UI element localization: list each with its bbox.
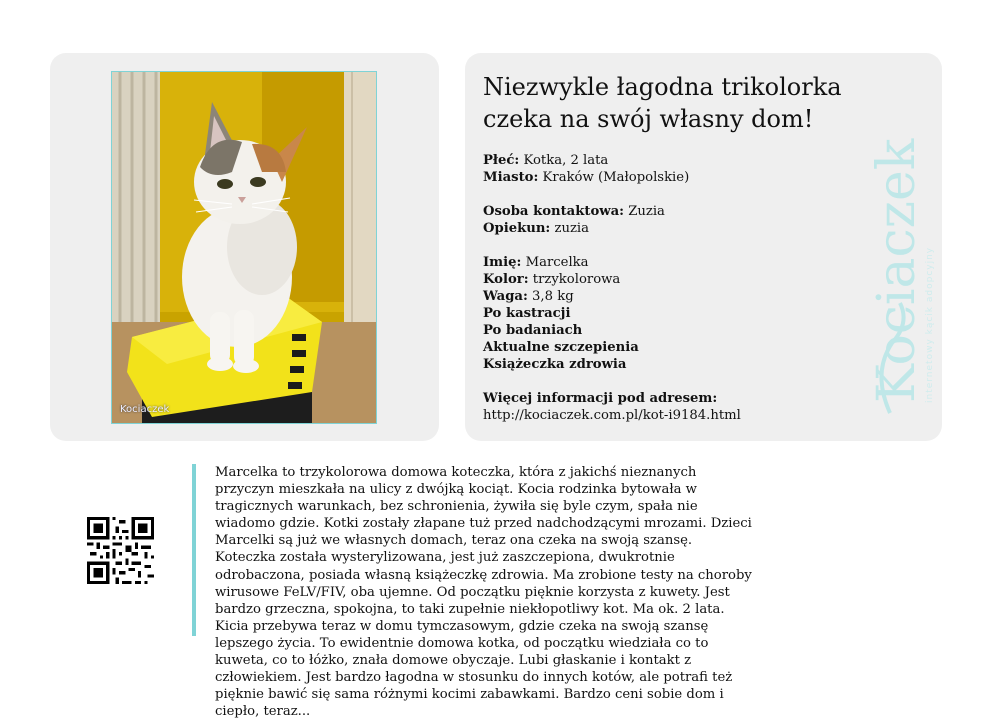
field-contact [483, 203, 843, 220]
qr-code-graphic [87, 517, 154, 584]
listing-facts [483, 152, 843, 424]
field-weight [483, 288, 843, 305]
flag-item: Aktualne szczepienia [483, 340, 639, 355]
field-label: Płeć: [483, 153, 520, 168]
description-text: Marcelka to trzykolorowa domowa koteczka, która z jakichś nieznanych przyczyn mieszkała na ulicy z dwójką kociąt. Kocia rodzinka bytowała w tragicznych warunkach, bez schronienia, żywiła się byle czym, spała nie wiadomo gdzie. Kotki zostały złapane tuż przed nadchodzącymi mrozami. Dzieci Marcelki są już we własnych domach, teraz ona czeka na swoją szansę. Koteczka została wysterylizowana, jest już zaszczepiona, dwukrotnie odrobaczona, posiada własną książeczkę zdrowia. Ma zrobione testy na choroby wirusowe FeLV/FIV, oba ujemne. Od początku pięknie korzysta z kuwety. Jest bardzo grzeczna, spokojna, to taki zupełnie niekłopotliwy kot. Ma ok. 2 lata. Kicia przebywa teraz w domu tymczasowym, gdzie czeka na swoją szansę lepszego życia. To ewidentnie domowa kotka, od początku wiedziała co to kuweta, co to łóżko, znała domowe obyczaje. Lubi głaskanie i kontakt z człowiekiem. Jest bardzo łagodna w stosunku do innych kotów, ale potrafi też pięknie bawić się sama różnymi kocimi zabawkami. Bardzo ceni sobie dom i ciepło, teraz... [215, 465, 752, 720]
field-label: Kolor: [483, 272, 529, 287]
field-caretaker [483, 220, 843, 237]
flag-item: Po badaniach [483, 323, 583, 338]
qr-code[interactable] [87, 517, 154, 584]
photo-card [50, 53, 439, 441]
brand-name: Kociaczek [870, 138, 927, 403]
kociaczek-logo [870, 73, 936, 423]
description-block [192, 464, 752, 720]
field-value: Kraków (Małopolskie) [542, 170, 690, 185]
photo-watermark: Kociaczek [120, 404, 170, 415]
brand-tagline: internetowy kącik adopcyjny [925, 246, 935, 403]
field-value: 3,8 kg [532, 289, 574, 304]
listing-title: Niezwykle łagodna trikolorka czeka na swój własny dom! [483, 73, 842, 133]
field-city [483, 169, 843, 186]
field-label: Opiekun: [483, 221, 551, 236]
field-color [483, 271, 843, 288]
field-value: zuzia [554, 221, 589, 236]
cat-photo[interactable] [111, 71, 377, 424]
field-value: Marcelka [525, 255, 589, 270]
flag-item: Książeczka zdrowia [483, 357, 627, 372]
field-value: Zuzia [628, 204, 665, 219]
field-value: trzykolorowa [532, 272, 621, 287]
kociaczek-logo-graphic [870, 73, 936, 423]
field-label: Miasto: [483, 170, 539, 185]
info-card [465, 53, 942, 441]
listing-url[interactable]: http://kociaczek.com.pl/kot-i9184.html [483, 408, 741, 423]
field-label: Waga: [483, 289, 528, 304]
cat-photo-illustration [112, 72, 377, 424]
flag-item: Po kastracji [483, 306, 571, 321]
field-value: Kotka, 2 lata [523, 153, 609, 168]
field-name [483, 254, 843, 271]
more-info-label: Więcej informacji pod adresem: [483, 391, 718, 406]
field-label: Imię: [483, 255, 522, 270]
field-label: Osoba kontaktowa: [483, 204, 625, 219]
field-sex [483, 152, 843, 169]
